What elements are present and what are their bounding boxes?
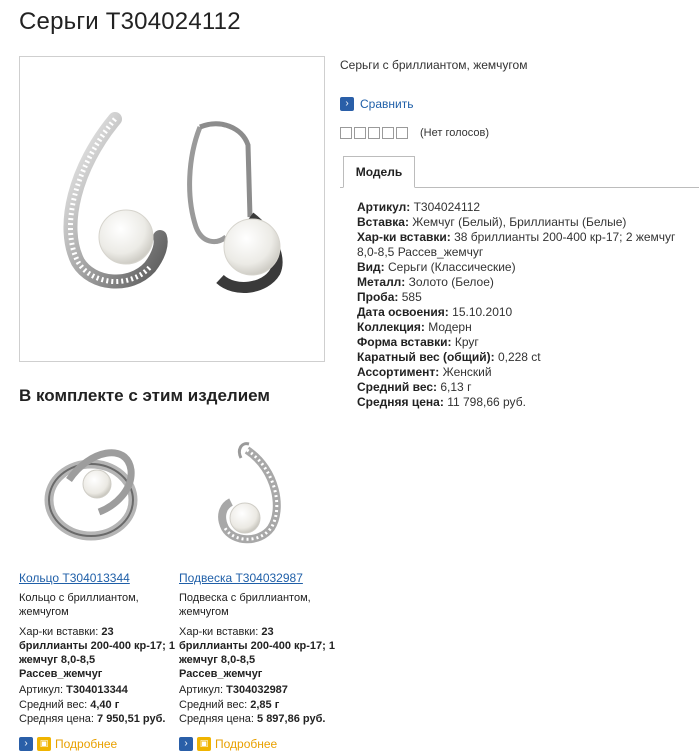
price-label: Средняя цена: bbox=[179, 713, 254, 725]
spec-value: Золото (Белое) bbox=[408, 275, 494, 289]
more-control[interactable] bbox=[179, 737, 335, 751]
cart-icon: ▣ bbox=[197, 737, 211, 751]
page-title: Серьги Т304024112 bbox=[19, 8, 241, 35]
rating bbox=[340, 127, 489, 139]
arrow-right-icon: › bbox=[179, 737, 193, 751]
spec-value: Круг bbox=[454, 335, 479, 349]
earrings-image bbox=[20, 57, 324, 361]
spec-value: 11 798,66 руб. bbox=[447, 395, 526, 409]
spec-key: Проба: bbox=[357, 290, 399, 304]
ring-image[interactable] bbox=[19, 420, 175, 560]
insert-value: 23 бриллианты 200-400 кр-17; 1 жемчуг 8,0-8,5 Рассев_жемчуг bbox=[19, 626, 175, 680]
spec-value: Серьги (Классические) bbox=[388, 260, 516, 274]
spec-row bbox=[357, 380, 692, 395]
spec-row bbox=[357, 275, 692, 290]
cart-icon: ▣ bbox=[37, 737, 51, 751]
spec-value: 15.10.2010 bbox=[452, 305, 513, 319]
spec-key: Металл: bbox=[357, 275, 406, 289]
insert-label: Хар-ки вставки: bbox=[179, 626, 259, 638]
spec-value: 6,13 г bbox=[440, 380, 472, 394]
spec-key: Средняя цена: bbox=[357, 395, 444, 409]
product-desc: Подвеска с бриллиантом, жемчугом bbox=[179, 592, 311, 618]
spec-key: Форма вставки: bbox=[357, 335, 452, 349]
spec-value: 585 bbox=[401, 290, 422, 304]
spec-row bbox=[357, 320, 692, 335]
spec-key: Дата освоения: bbox=[357, 305, 449, 319]
spec-row bbox=[357, 350, 692, 365]
price-label: Средняя цена: bbox=[19, 713, 94, 725]
spec-key: Каратный вес (общий): bbox=[357, 350, 495, 364]
weight-label: Средний вес: bbox=[179, 698, 248, 711]
product-desc: Кольцо с бриллиантом, жемчугом bbox=[19, 592, 139, 618]
spec-value: Т304024112 bbox=[413, 200, 481, 214]
weight-value: 4,40 г bbox=[90, 698, 120, 711]
spec-key: Средний вес: bbox=[357, 380, 438, 394]
spec-row bbox=[357, 200, 692, 215]
article-value: Т304013344 bbox=[66, 684, 128, 696]
spec-row bbox=[357, 305, 692, 320]
insert-value: 23 бриллианты 200-400 кр-17; 1 жемчуг 8,0-8,5 Рассев_жемчуг bbox=[179, 626, 335, 680]
spec-row bbox=[357, 335, 692, 350]
set-section-title: В комплекте с этим изделием bbox=[19, 386, 270, 405]
set-product-card bbox=[179, 420, 335, 751]
spec-key: Коллекция: bbox=[357, 320, 425, 334]
product-link[interactable]: Подвеска Т304032987 bbox=[179, 571, 303, 585]
spec-key: Артикул: bbox=[357, 200, 411, 214]
tab-model[interactable]: Модель bbox=[343, 156, 415, 188]
more-link[interactable]: Подробнее bbox=[215, 736, 278, 751]
article-label: Артикул: bbox=[19, 684, 64, 696]
spec-value: Модерн bbox=[428, 320, 472, 334]
spec-row bbox=[357, 260, 692, 275]
article-value: Т304032987 bbox=[226, 684, 288, 696]
spec-row bbox=[357, 395, 692, 410]
product-image[interactable] bbox=[19, 56, 325, 362]
spec-value: Жемчуг (Белый), Бриллианты (Белые) bbox=[412, 215, 627, 229]
votes-count: (Нет голосов) bbox=[420, 127, 490, 139]
weight-value: 2,85 г bbox=[250, 698, 280, 711]
price-value: 7 950,51 руб. bbox=[97, 713, 166, 725]
spec-key: Вставка: bbox=[357, 215, 409, 229]
compare-link[interactable]: Сравнить bbox=[360, 97, 414, 111]
spec-key: Ассортимент: bbox=[357, 365, 440, 379]
spec-value: 38 бриллианты 200-400 кр-17; 2 жемчуг 8,0-8,5 Рассев_жемчуг bbox=[357, 230, 676, 259]
rating-star-3[interactable] bbox=[368, 127, 380, 139]
spec-value: 0,228 ct bbox=[497, 350, 541, 364]
rating-star-1[interactable] bbox=[340, 127, 352, 139]
weight-label: Средний вес: bbox=[19, 698, 88, 711]
pendant-image[interactable] bbox=[179, 420, 335, 560]
arrow-right-icon: › bbox=[340, 97, 354, 111]
rating-star-4[interactable] bbox=[382, 127, 394, 139]
rating-star-2[interactable] bbox=[354, 127, 366, 139]
insert-label: Хар-ки вставки: bbox=[19, 626, 99, 638]
article-label: Артикул: bbox=[179, 684, 224, 696]
spec-row bbox=[357, 365, 692, 380]
spec-value: Женский bbox=[442, 365, 492, 379]
spec-key: Хар-ки вставки: bbox=[357, 230, 451, 244]
product-meta bbox=[179, 683, 335, 727]
spec-key: Вид: bbox=[357, 260, 385, 274]
product-meta bbox=[19, 683, 175, 727]
rating-star-5[interactable] bbox=[396, 127, 408, 139]
compare-control[interactable] bbox=[340, 97, 413, 111]
arrow-right-icon: › bbox=[19, 737, 33, 751]
more-control[interactable] bbox=[19, 737, 175, 751]
spec-row bbox=[357, 290, 692, 305]
more-link[interactable]: Подробнее bbox=[55, 736, 118, 751]
product-link[interactable]: Кольцо Т304013344 bbox=[19, 571, 130, 585]
set-product-card bbox=[19, 420, 175, 751]
product-insert bbox=[179, 625, 335, 681]
spec-row bbox=[357, 215, 692, 230]
spec-row bbox=[357, 230, 692, 260]
price-value: 5 897,86 руб. bbox=[257, 713, 326, 725]
specs-list bbox=[357, 200, 692, 410]
product-insert bbox=[19, 625, 175, 681]
product-subtitle: Серьги с бриллиантом, жемчугом bbox=[340, 58, 528, 72]
